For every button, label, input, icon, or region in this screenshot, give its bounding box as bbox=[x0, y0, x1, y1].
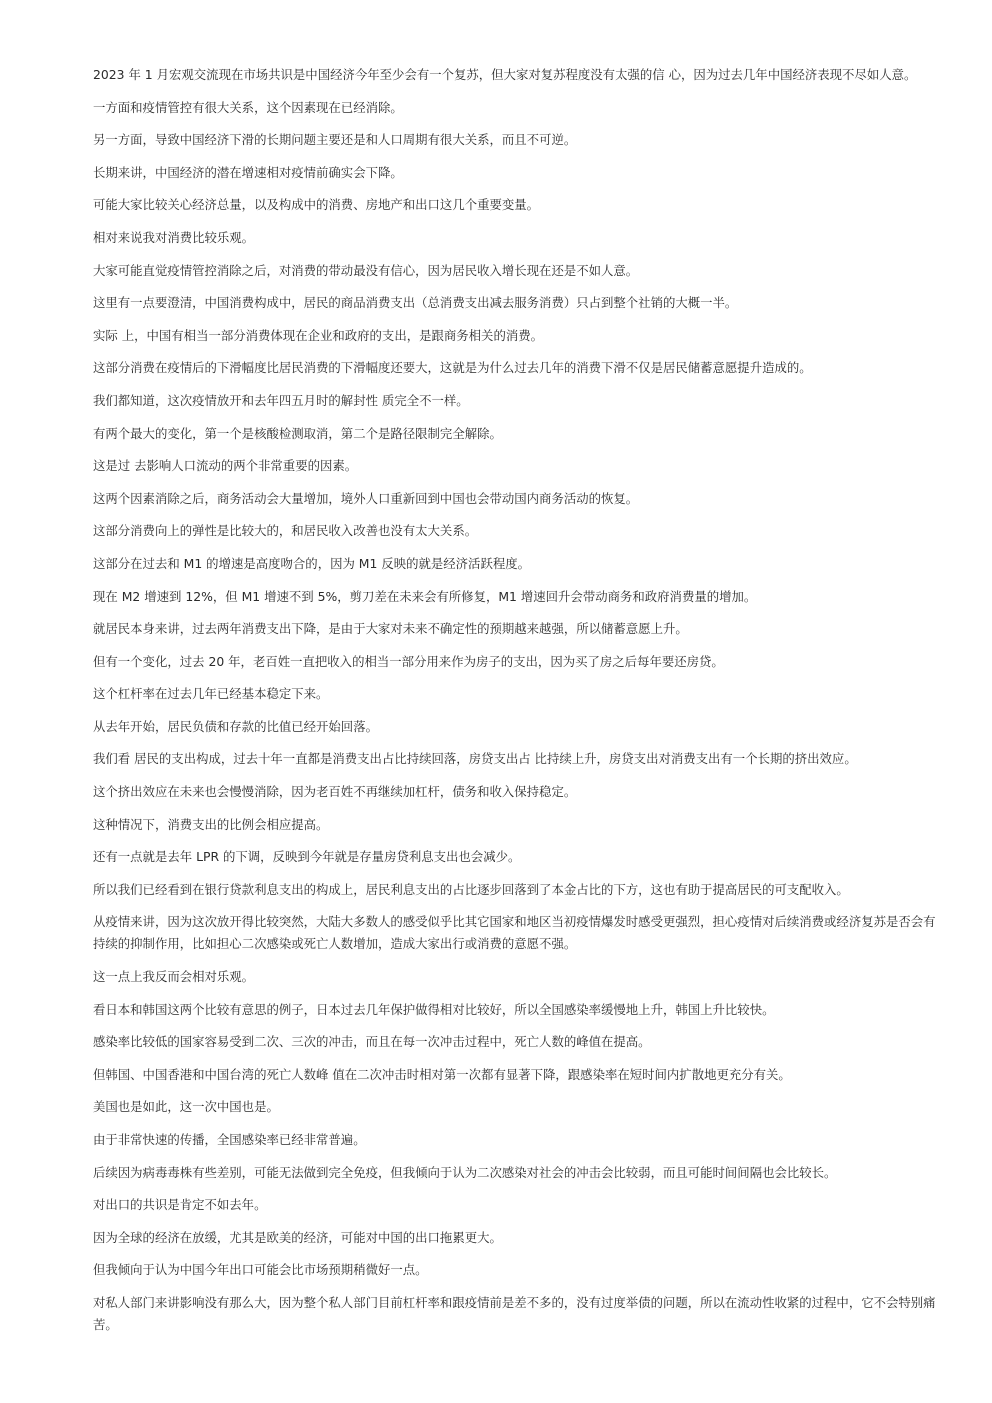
paragraph-34: 后续因为病毒毒株有些差别，可能无法做到完全免疫，但我倾向于认为二次感染对社会的冲击会比较弱，而且可能时间间隔也会比较长。 bbox=[93, 1164, 837, 1180]
paragraph-15: 这部分消费向上的弹性是比较大的，和居民收入改善也没有太大关系。 bbox=[93, 523, 478, 539]
paragraph-6: 相对来说我对消费比较乐观。 bbox=[93, 229, 255, 245]
paragraph-36: 因为全球的经济在放缓，尤其是欧美的经济，可能对中国的出口拖累更大。 bbox=[93, 1229, 502, 1245]
paragraph-28: 这一点上我反而会相对乐观。 bbox=[93, 969, 255, 985]
paragraph-23: 这个挤出效应在未来也会慢慢消除，因为老百姓不再继续加杠杆，债务和收入保持稳定。 bbox=[93, 784, 577, 800]
paragraph-7: 大家可能直觉疫情管控消除之后，对消费的带动最没有信心，因为居民收入增长现在还是不如人意。 bbox=[93, 262, 639, 278]
paragraph-12: 有两个最大的变化，第一个是核酸检测取消，第二个是路径限制完全解除。 bbox=[93, 425, 502, 441]
paragraph-26: 所以我们已经看到在银行贷款利息支出的构成上，居民利息支出的占比逐步回落到了本金占比的下方，这也有助于提高居民的可支配收入。 bbox=[93, 881, 849, 897]
paragraph-20: 这个杠杆率在过去几年已经基本稳定下来。 bbox=[93, 686, 329, 702]
paragraph-25: 还有一点就是去年 LPR 的下调，反映到今年就是存量房贷利息支出也会减少。 bbox=[93, 849, 521, 865]
paragraph-31: 但韩国、中国香港和中国台湾的死亡人数峰 值在二次冲击时相对第一次都有显著下降，跟感染率在短时间内扩散地更充分有关。 bbox=[93, 1066, 791, 1082]
paragraph-5: 可能大家比较关心经济总量，以及构成中的消费、房地产和出口这几个重要变量。 bbox=[93, 197, 540, 213]
paragraph-38: 对私人部门来讲影响没有那么大，因为整个私人部门目前杠杆率和跟疫情前是差不多的，没有过度举债的问题，所以在流动性收紧的过程中，它不会特别痛苦。 bbox=[93, 1294, 936, 1332]
paragraph-24: 这种情况下，消费支出的比例会相应提高。 bbox=[93, 816, 329, 832]
document-page bbox=[93, 64, 943, 1347]
paragraph-29: 看日本和韩国这两个比较有意思的例子，日本过去几年保护做得相对比较好，所以全国感染率缓慢地上升，韩国上升比较快。 bbox=[93, 1001, 775, 1017]
paragraph-9: 实际 上，中国有相当一部分消费体现在企业和政府的支出，是跟商务相关的消费。 bbox=[93, 327, 544, 343]
paragraph-8: 这里有一点要澄清，中国消费构成中，居民的商品消费支出（总消费支出减去服务消费）只占到整个社销的大概一半。 bbox=[93, 295, 738, 311]
paragraph-30: 感染率比较低的国家容易受到二次、三次的冲击，而且在每一次冲击过程中，死亡人数的峰值在提高。 bbox=[93, 1034, 651, 1050]
paragraph-27: 从疫情来讲，因为这次放开得比较突然，大陆大多数人的感受似乎比其它国家和地区当初疫情爆发时感受更强烈，担心疫情对后续消费或经济复苏是否会有持续的抑制作用，比如担心二次感染或死亡人数增加，造成大家出行或消费的意愿不强。 bbox=[93, 914, 936, 952]
paragraph-11: 我们都知道，这次疫情放开和去年四五月时的解封性 质完全不一样。 bbox=[93, 392, 469, 408]
paragraph-19: 但有一个变化，过去 20 年，老百姓一直把收入的相当一部分用来作为房子的支出，因为买了房之后每年要还房贷。 bbox=[93, 653, 724, 669]
paragraph-32: 美国也是如此，这一次中国也是。 bbox=[93, 1099, 279, 1115]
paragraph-21: 从去年开始，居民负债和存款的比值已经开始回落。 bbox=[93, 718, 378, 734]
paragraph-2: 一方面和疫情管控有很大关系，这个因素现在已经消除。 bbox=[93, 99, 403, 115]
paragraph-22: 我们看 居民的支出构成，过去十年一直都是消费支出占比持续回落，房贷支出占 比持续上升，房贷支出对消费支出有一个长期的挤出效应。 bbox=[93, 751, 857, 767]
paragraph-13: 这是过 去影响人口流动的两个非常重要的因素。 bbox=[93, 458, 358, 474]
paragraph-35: 对出口的共识是肯定不如去年。 bbox=[93, 1197, 267, 1213]
paragraph-37: 但我倾向于认为中国今年出口可能会比市场预期稍微好一点。 bbox=[93, 1262, 428, 1278]
paragraph-18: 就居民本身来讲，过去两年消费支出下降，是由于大家对未来不确定性的预期越来越强，所以储蓄意愿上升。 bbox=[93, 621, 688, 637]
paragraph-16: 这部分在过去和 M1 的增速是高度吻合的，因为 M1 反映的就是经济活跃程度。 bbox=[93, 555, 531, 571]
paragraph-3: 另一方面，导致中国经济下滑的长期问题主要还是和人口周期有很大关系，而且不可逆。 bbox=[93, 132, 577, 148]
paragraph-4: 长期来讲，中国经济的潜在增速相对疫情前确实会下降。 bbox=[93, 164, 403, 180]
paragraph-14: 这两个因素消除之后，商务活动会大量增加，境外人口重新回到中国也会带动国内商务活动的恢复。 bbox=[93, 490, 639, 506]
paragraph-33: 由于非常快速的传播，全国感染率已经非常普遍。 bbox=[93, 1132, 366, 1147]
paragraph-1: 2023 年 1 月宏观交流现在市场共识是中国经济今年至少会有一个复苏，但大家对复苏程度没有太强的信 心，因为过去几年中国经济表现不尽如人意。 bbox=[93, 67, 917, 82]
paragraph-17: 现在 M2 增速到 12%，但 M1 增速不到 5%，剪刀差在未来会有所修复，M1 增速回升会带动商务和政府消费量的增加。 bbox=[93, 588, 757, 604]
paragraph-10: 这部分消费在疫情后的下滑幅度比居民消费的下滑幅度还要大，这就是为什么过去几年的消费下滑不仅是居民储蓄意愿提升造成的。 bbox=[93, 360, 812, 376]
